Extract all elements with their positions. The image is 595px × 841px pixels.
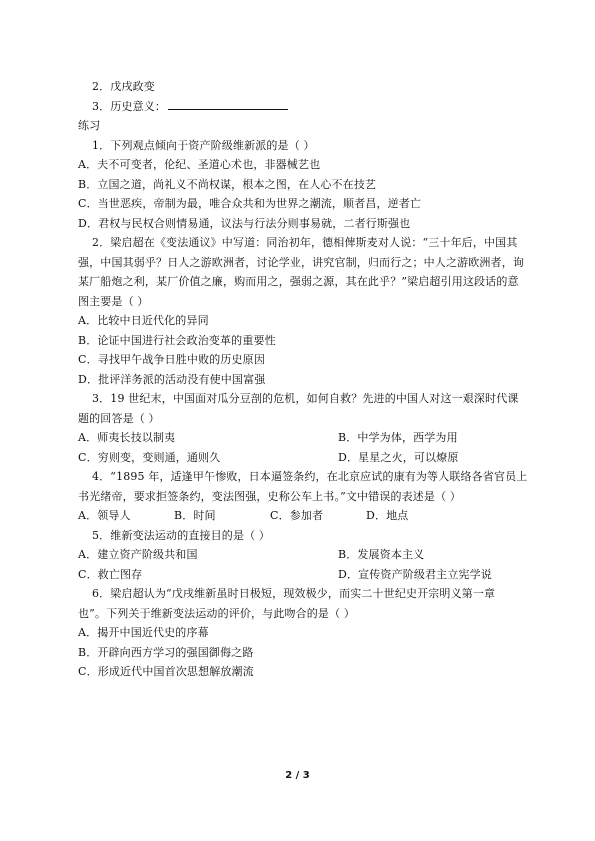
- q5-option-c: C．救亡图存: [78, 567, 143, 581]
- q2-stem-line-3: 某厂船炮之利，某厂价值之廉，购而用之，强弱之源，其在此乎？”梁启超引用这段话的意: [78, 275, 519, 288]
- q5-options-row-1: [78, 545, 528, 565]
- q2-option-a: A．比较中日近代化的异同: [78, 314, 209, 327]
- q6-stem-line-1: 6．梁启超认为“戊戌维新虽时日极短，现效极少，而实二十世纪史开宗明义第一章: [92, 587, 496, 600]
- practice-heading: 练习: [78, 119, 101, 132]
- q5-option-d: D．宣传资产阶级君主立宪学说: [338, 567, 492, 581]
- q2-option-c: C．寻找甲午战争日胜中败的历史原因: [78, 353, 265, 366]
- q6-option-b: B．开辟向西方学习的强国御侮之路: [78, 645, 254, 659]
- section-item-3-label: 3．历史意义：: [92, 99, 167, 113]
- q1-option-d: D．君权与民权合则情易通，议法与行法分则事易就，二者行斯强也: [78, 216, 411, 230]
- q3-options-row-2: [78, 448, 528, 468]
- q4-stem-line-1: 4．“1895 年，适逢甲午惨败，日本逼签条约，在北京应试的康有为等人联络各省官员上: [92, 470, 528, 483]
- q2-stem-line-4: 图主要是（ ）: [78, 294, 149, 308]
- q3-stem-line-1: 3．19 世纪末，中国面对瓜分豆剖的危机，如何自救？先进的中国人对这一艰深时代课: [92, 392, 519, 405]
- q2-option-b: B．论证中国进行社会政治变革的重要性: [78, 333, 276, 347]
- answer-blank[interactable]: [168, 97, 288, 110]
- q4-options-row: [78, 506, 528, 526]
- q6-option-c: C．形成近代中国首次思想解放潮流: [78, 665, 254, 678]
- q4-option-c: C．参加者: [270, 509, 324, 522]
- page-number: 2 / 3: [285, 770, 310, 781]
- q2-option-d: D．批评洋务派的活动没有使中国富强: [78, 372, 266, 386]
- section-item-3: [78, 97, 528, 117]
- page-content: [78, 77, 528, 682]
- q5-options-row-2: [78, 565, 528, 585]
- q1-stem: 1．下列观点倾向于资产阶级维新派的是（ ）: [92, 138, 315, 152]
- q1-option-a: A．夫不可变者，伦纪、圣道心术也，非器械艺也: [78, 158, 321, 171]
- q4-option-b: B．时间: [174, 509, 216, 522]
- q2-stem-line-1: 2．梁启超在《变法通议》中写道：同治初年，德相俾斯麦对人说：“三十年后，中国其: [92, 236, 518, 249]
- q4-option-d: D．地点: [366, 509, 409, 522]
- q6-option-a: A．揭开中国近代史的序幕: [78, 626, 209, 639]
- q3-options-row-1: [78, 428, 528, 448]
- q2-stem-line-2: 强，中国其弱乎？日人之游欧洲者，讨论学业，讲究官制，归而行之；中人之游欧洲者，询: [78, 255, 524, 269]
- q1-option-c: C．当世恶疾，帝制为最，唯合众共和为世界之潮流，顺者昌，逆者亡: [78, 197, 422, 210]
- q3-option-c: C．穷则变，变则通，通则久: [78, 450, 221, 464]
- q5-option-a: A．建立资产阶级共和国: [78, 548, 198, 561]
- q5-stem: 5．维新变法运动的直接目的是（ ）: [92, 528, 271, 542]
- q1-option-b: B．立国之道，尚礼义不尚权谋，根本之图，在人心不在技艺: [78, 177, 377, 191]
- q4-stem-line-2: 书光绪帝，要求拒签条约，变法图强，史称公车上书。”文中错误的表述是（ ）: [78, 489, 462, 503]
- q4-option-a: A．领导人: [78, 509, 131, 522]
- q3-option-a: A．师夷长技以制夷: [78, 431, 176, 444]
- q3-option-b: B．中学为体，西学为用: [338, 431, 458, 444]
- q3-option-d: D．星星之火，可以燎原: [338, 450, 459, 464]
- q3-stem-line-2: 题的回答是（ ）: [78, 411, 160, 425]
- section-item-2: 2．戊戌政变: [92, 80, 155, 93]
- q6-stem-line-2: 也”。下列关于维新变法运动的评价，与此吻合的是（ ）: [78, 606, 356, 620]
- q5-option-b: B．发展资本主义: [338, 548, 425, 561]
